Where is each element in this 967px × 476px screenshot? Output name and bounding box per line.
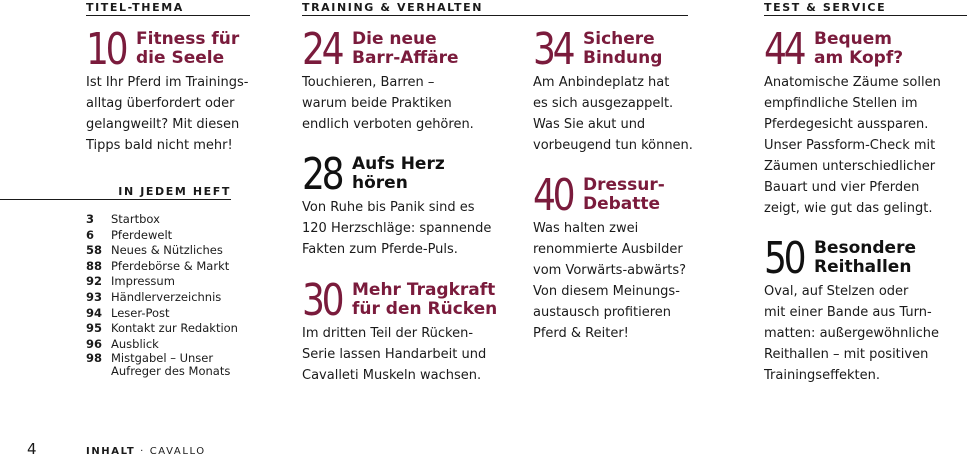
article-50[interactable] <box>764 233 940 386</box>
article-text-line: mit einer Bande aus Turn- <box>764 305 932 320</box>
list-label: Pferdebörse & Markt <box>111 258 230 273</box>
article-text-line: Im dritten Teil der Rücken- <box>302 326 474 341</box>
list-label: Impressum <box>111 274 175 289</box>
article-title-line: Fitness für <box>136 29 240 49</box>
article-text-line: es sich ausgezappelt. <box>533 96 674 111</box>
list-label <box>111 352 230 378</box>
section-label-test: TEST & SERVICE <box>764 2 967 16</box>
article-text-line: Oval, auf Stelzen oder <box>764 284 909 299</box>
article-title-line: Die neue <box>352 29 437 49</box>
list-item[interactable] <box>86 306 238 322</box>
list-page-number: 58 <box>86 243 103 258</box>
list-label: Ausblick <box>111 336 159 351</box>
article-text-line: vom Vorwärts-abwärts? <box>533 263 687 278</box>
article-text-line: Cavalleti Muskeln wachsen. <box>302 368 482 383</box>
list-page-number: 88 <box>86 258 103 273</box>
list-page-number: 94 <box>86 305 103 320</box>
article-title-line: Mehr Tragkraft <box>352 280 496 300</box>
article-text-line: matten: außergewöhnliche <box>764 326 940 341</box>
article-text-line: Trainingseffekten. <box>764 368 881 383</box>
article-text-line: Bauart und vier Pferden <box>764 180 920 195</box>
article-title-line: Reithallen <box>814 257 912 277</box>
article-page-number: 44 <box>764 24 804 75</box>
article-text-line: austausch profitieren <box>533 305 672 320</box>
list-label: Händlerverzeichnis <box>111 289 222 304</box>
article-text-line: warum beide Praktiken <box>302 96 452 111</box>
article-title-line: Bindung <box>583 48 663 68</box>
article-text-line: Am Anbindeplatz hat <box>533 75 670 90</box>
article-title-line: Aufs Herz <box>352 154 445 174</box>
list-item[interactable] <box>86 321 238 337</box>
article-title-line: Dressur- <box>583 175 665 195</box>
list-label: Kontakt zur Redaktion <box>111 321 238 336</box>
list-label-line: Aufreger des Monats <box>111 364 231 379</box>
article-page-number: 40 <box>533 170 573 221</box>
article-page-number: 10 <box>86 24 126 75</box>
page-number: 4 <box>27 440 37 458</box>
article-text-line: Unser Passform-Check mit <box>764 138 936 153</box>
article-title-line: Bequem <box>814 29 893 49</box>
article-page-number: 30 <box>302 275 342 326</box>
article-text-line: renommierte Ausbilder <box>533 242 683 257</box>
list-page-number: 3 <box>86 212 95 226</box>
list-label-line: Mistgabel – Unser <box>111 351 214 366</box>
list-item[interactable] <box>86 337 238 353</box>
list-item[interactable] <box>86 212 238 228</box>
article-text-line: Tipps bald nicht mehr! <box>86 138 233 153</box>
footer-magazine: CAVALLO <box>149 446 206 457</box>
list-item[interactable] <box>86 290 238 306</box>
article-text-line: Pferd & Reiter! <box>533 326 629 341</box>
list-item[interactable] <box>86 274 238 290</box>
footer-separator: · <box>140 446 145 457</box>
list-label: Pferdewelt <box>111 227 173 242</box>
article-text-line: Von diesem Meinungs- <box>533 284 680 299</box>
section-label-titel: TITEL-THEMA <box>86 2 250 16</box>
section-label-training: TRAINING & VERHALTEN <box>302 2 688 16</box>
article-text-line: Reithallen – mit positiven <box>764 347 929 362</box>
list-item[interactable] <box>86 352 238 378</box>
article-text-line: Was Sie akut und <box>533 117 646 132</box>
article-text-line: empfindliche Stellen im <box>764 96 918 111</box>
article-text-line: Von Ruhe bis Panik sind es <box>302 200 475 215</box>
list-page-number: 95 <box>86 321 103 336</box>
list-item[interactable] <box>86 228 238 244</box>
article-text-line: zeigt, wie gut das gelingt. <box>764 201 933 216</box>
article-title-line: die Seele <box>136 48 225 68</box>
article-30[interactable] <box>302 275 498 386</box>
article-40[interactable] <box>533 170 687 344</box>
article-34[interactable] <box>533 24 693 156</box>
article-title-line: für den Rücken <box>352 299 498 319</box>
list-label: Neues & Nützliches <box>111 243 223 258</box>
article-text-line: Zäumen unterschiedlicher <box>764 159 936 174</box>
article-text-line: alltag überfordert oder <box>86 96 235 111</box>
list-page-number: 93 <box>86 289 103 304</box>
footer-title <box>86 446 206 457</box>
article-text-line: Was halten zwei <box>533 221 639 236</box>
article-text-line: Pferdegesicht aussparen. <box>764 117 929 132</box>
footer-section: INHALT <box>86 446 136 457</box>
article-44[interactable] <box>764 24 941 219</box>
article-title-line: Sichere <box>583 29 655 49</box>
list-page-number: 6 <box>86 227 95 242</box>
article-text-line: endlich verboten gehören. <box>302 117 474 132</box>
section-label-jedem-heft: IN JEDEM HEFT <box>0 186 231 200</box>
article-page-number: 24 <box>302 24 342 75</box>
article-text-line: Serie lassen Handarbeit und <box>302 347 487 362</box>
article-title-line: am Kopf? <box>814 48 904 68</box>
list-page-number: 92 <box>86 274 103 289</box>
article-text-line: Ist Ihr Pferd im Trainings- <box>86 75 249 90</box>
list-item[interactable] <box>86 259 238 275</box>
article-28[interactable] <box>302 149 492 260</box>
article-title-line: Debatte <box>583 194 661 214</box>
article-24[interactable] <box>302 24 474 135</box>
list-item[interactable] <box>86 243 238 259</box>
article-text-line: Anatomische Zäume sollen <box>764 75 941 90</box>
article-title-line: Barr-Affäre <box>352 48 459 68</box>
article-text-line: Touchieren, Barren – <box>302 75 435 90</box>
list-page-number: 96 <box>86 336 103 351</box>
list-page-number: 98 <box>86 351 103 366</box>
article-text-line: gelangweilt? Mit diesen <box>86 117 240 132</box>
article-text-line: 120 Herzschläge: spannende <box>302 221 492 236</box>
article-text-line: Fakten zum Pferde-Puls. <box>302 242 458 257</box>
list-label: Leser-Post <box>111 305 170 320</box>
article-10[interactable] <box>86 24 249 156</box>
article-page-number: 50 <box>764 233 804 284</box>
article-text-line: vorbeugend tun können. <box>533 138 693 153</box>
article-title-line: hören <box>352 173 408 193</box>
article-page-number: 28 <box>302 149 342 200</box>
list-label: Startbox <box>111 212 160 226</box>
regulars-list <box>86 212 238 378</box>
article-title-line: Besondere <box>814 238 916 258</box>
article-page-number: 34 <box>533 24 573 75</box>
